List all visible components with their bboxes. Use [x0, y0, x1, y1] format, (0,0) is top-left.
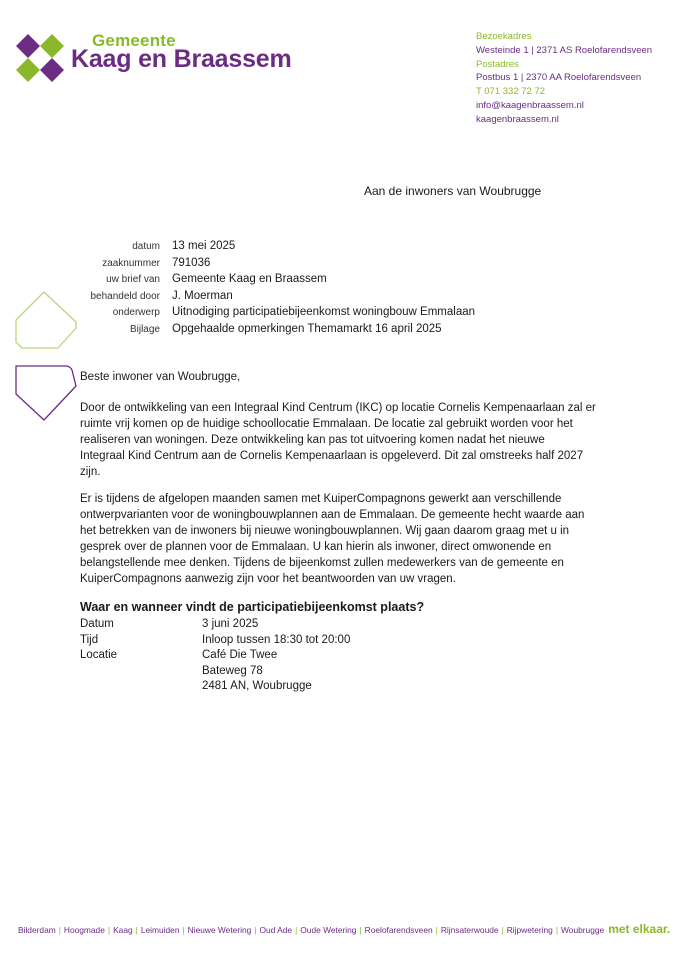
footer-separator: |	[107, 925, 111, 935]
footer-place: Rijpwetering	[506, 925, 553, 935]
text-line: Er is tijdens de afgelopen maanden samen met KuiperCompagnons gewerkt aan verschillende	[80, 493, 562, 505]
meta-subject: Uitnodiging participatiebijeenkomst woningbouw Emmalaan	[172, 306, 476, 318]
footer-separator: |	[295, 925, 298, 935]
section-heading: Waar en wanneer vindt de participatiebijeenkomst plaats?	[80, 600, 425, 614]
footer-place: Woubrugge	[561, 925, 605, 935]
footer-place: Kaag	[113, 925, 133, 935]
meta-label: datum	[132, 241, 160, 252]
info-time: Inloop tussen 18:30 tot 20:00	[202, 633, 351, 646]
recipient-line: Aan de inwoners van Woubrugge	[364, 184, 542, 198]
footer-separator: |	[58, 925, 61, 935]
logo-text-gemeente: Gemeente	[92, 31, 176, 50]
meta-case-number: 791036	[172, 256, 211, 269]
info-label-date: Datum	[80, 618, 114, 630]
text-line: belangstellende mee denken. Tijdens de bijeenkomst zullen medewerkers van de gemeente en	[80, 557, 564, 569]
footer-place: Bilderdam	[18, 925, 56, 935]
info-label-location: Locatie	[80, 649, 118, 661]
paragraph-2	[80, 491, 610, 587]
footer-place: Hoogmade	[63, 925, 105, 935]
footer-place: Rijnsaterwoude	[440, 925, 499, 935]
decorative-outline-shapes	[14, 290, 80, 430]
text-line: realiseren van woningen. Deze ontwikkeling kan pas tot uitvoering komen nadat het nieuwe	[80, 434, 545, 446]
info-postcode-city: 2481 AN, Woubrugge	[202, 680, 312, 692]
phone: T 071 332 72 72	[476, 86, 546, 98]
info-venue: Café Die Twee	[202, 649, 278, 661]
text-line: het betrekken van de inwoners bij nieuwe woningbouwplannen. Wij gaan daarom graag met u in	[80, 525, 570, 537]
event-info-values	[202, 617, 350, 695]
footer-separator: |	[555, 925, 559, 935]
info-date: 3 juni 2025	[202, 618, 259, 630]
footer-slogan: met elkaar.	[608, 922, 671, 936]
footer-place: Nieuwe Wetering	[187, 925, 252, 935]
text-line: ruimte vrij komen op de huidige schoollocatie Emmalaan. De locatie zal gebruikt worden voor het	[80, 418, 573, 430]
text-line: Integraal Kind Centrum aan de Cornelis Kempenaarlaan is opgeleverd. Dit zal omstreeks half 2027	[80, 450, 584, 462]
meta-date: 13 mei 2025	[172, 240, 236, 252]
contact-block	[476, 30, 652, 127]
logo-text-name: Kaag en Braassem	[71, 45, 292, 73]
text-line: gesprek over de plannen voor de Emmalaan. U kan hierin als inwoner, direct omwonende en	[80, 541, 552, 553]
meta-your-letter: Gemeente Kaag en Braassem	[172, 273, 327, 285]
meta-attachment: Opgehaalde opmerkingen Themamarkt 16 april 2025	[172, 322, 442, 335]
info-label-time: Tijd	[80, 633, 99, 646]
text-line: Door de ontwikkeling van een Integraal Kind Centrum (IKC) op locatie Cornelis Kempenaarlaan zal er	[80, 402, 596, 414]
footer-separator: |	[182, 925, 185, 935]
text-line: KuiperCompagnons aanwezig zijn voor het beantwoorden van uw vragen.	[80, 573, 456, 585]
meta-label: zaaknummer	[102, 257, 160, 269]
email-link[interactable]: info@kaagenbraassem.nl	[476, 99, 584, 111]
meta-handled-by: J. Moerman	[172, 289, 233, 302]
meta-label: uw brief van	[106, 274, 160, 285]
website-link[interactable]: kaagenbraassem.nl	[476, 113, 559, 125]
footer-separator: |	[435, 925, 438, 935]
text-line: ontwerpvarianten voor de woningbouwplannen aan de Emmalaan. De gemeente hecht waarde aan	[80, 509, 585, 521]
letter-greeting: Beste inwoner van Woubrugge,	[80, 371, 241, 383]
post-label: Postadres	[476, 58, 519, 70]
meta-label: Bijlage	[129, 323, 160, 335]
footer-separator: |	[359, 925, 362, 935]
footer-place: Leimuiden	[140, 925, 180, 935]
meta-label: behandeld door	[90, 290, 160, 302]
footer-separator: |	[135, 925, 138, 935]
footer-places	[18, 922, 670, 937]
footer-separator: |	[254, 925, 257, 935]
visit-address: Westeinde 1 | 2371 AS Roelofarendsveen	[476, 44, 653, 56]
municipality-logo-icon	[16, 32, 72, 84]
paragraph-1	[80, 400, 610, 480]
visit-label: Bezoekadres	[476, 31, 532, 42]
text-line: zijn.	[80, 466, 101, 478]
post-address: Postbus 1 | 2370 AA Roelofarendsveen	[476, 72, 642, 84]
footer-separator: |	[501, 925, 504, 935]
info-street: Bateweg 78	[202, 664, 263, 677]
meta-label: onderwerp	[112, 307, 160, 318]
footer-place: Roelofarendsveen	[364, 925, 433, 935]
footer-place: Oude Wetering	[300, 925, 357, 935]
meta-values	[172, 238, 475, 337]
footer-place: Oud Ade	[259, 925, 293, 935]
event-info-labels	[80, 617, 117, 664]
